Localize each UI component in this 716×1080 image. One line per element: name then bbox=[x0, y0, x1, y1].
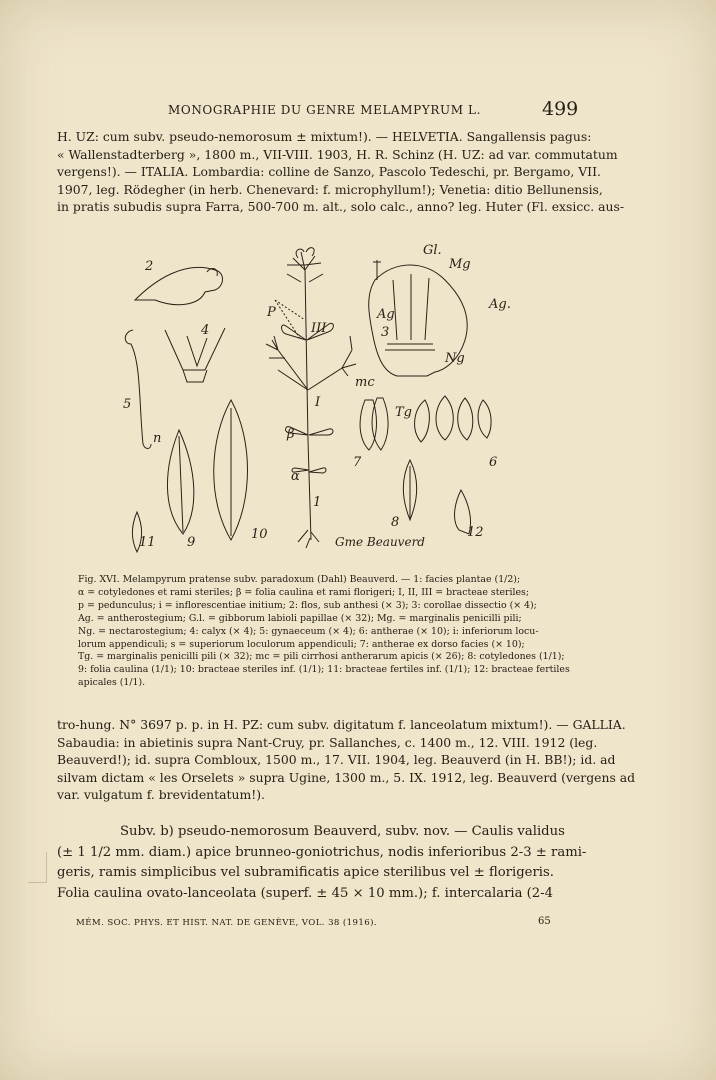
figure-label: mc bbox=[355, 375, 375, 390]
figure-label: 6 bbox=[489, 455, 498, 470]
caption-line: 9: folia caulina (1/1); 10: bracteae steriles inf. (1/1); 11: bracteae fertiles inf. (1/1); 12: bracteae fertiles bbox=[78, 664, 570, 676]
figure-label: I bbox=[315, 395, 321, 410]
caption-line: Tg. = marginalis penicilli pili (× 32); mc = pili cirrhosi antherarum apicis (× 26); 8: cotyledones (1/1); bbox=[78, 651, 565, 663]
journal-footer: MÉM. SOC. PHYS. ET HIST. NAT. DE GENÈVE, VOL. 38 (1916). bbox=[76, 918, 378, 928]
figure-label: Ag bbox=[377, 307, 395, 322]
text-line: Beauverd!); id. supra Combloux, 1500 m., 17. VII. 1904, leg. Beauverd (in H. BB!); id. ad bbox=[57, 752, 616, 768]
figure-drawing bbox=[115, 240, 515, 560]
text-line: H. UZ: cum subv. pseudo-nemorosum ± mixtum!). — HELVETIA. Sangallensis pagus: bbox=[57, 129, 592, 144]
sheet-number: 65 bbox=[538, 916, 551, 927]
margin-mark bbox=[28, 852, 47, 883]
figure-label: Ng bbox=[445, 351, 465, 366]
figure-label: 5 bbox=[123, 397, 132, 412]
caption-line: Ag. = antherostegium; G.l. = gibborum labioli papillae (× 32); Mg. = marginalis penicilli pili; bbox=[78, 612, 522, 624]
text-line: silvam dictam « les Orselets » supra Ugine, 1300 m., 5. IX. 1912, leg. Beauverd (vergens ad bbox=[57, 769, 636, 785]
figure-label: P bbox=[267, 305, 276, 320]
text-line: Subv. b) pseudo-nemorosum Beauverd, subv. nov. — Caulis validus bbox=[120, 824, 565, 839]
running-title: MONOGRAPHIE DU GENRE MELAMPYRUM L. bbox=[168, 103, 482, 117]
page-number: 499 bbox=[542, 98, 579, 120]
caption-line: lorum appendiculi; s = superiorum loculorum appendiculi; 7: antherae ex dorso facies (× 10); bbox=[78, 638, 525, 650]
artist-signature: Gme Beauverd bbox=[335, 535, 425, 549]
text-line: geris, ramis simplicibus vel subramificatis apice sterilibus vel ± florigeris. bbox=[57, 865, 554, 881]
figure-label: III bbox=[311, 321, 327, 336]
text-line: 1907, leg. Rödegher (in herb. Chenevard: f. microphyllum!); Venetia: ditio Bellunensis, bbox=[57, 181, 603, 197]
cotyledon-drawing bbox=[403, 460, 417, 520]
figure-label: 8 bbox=[391, 515, 400, 530]
paragraph-middle bbox=[57, 716, 636, 804]
caption-line: Ng. = nectarostegium; 4: calyx (× 4); 5: gynaeceum (× 4); 6: antherae (× 10); i: inferiorum locu- bbox=[78, 625, 539, 637]
paragraph-top bbox=[57, 128, 625, 216]
figure-label: Gl. bbox=[423, 243, 442, 258]
calyx-drawing bbox=[165, 328, 225, 382]
text-line: tro-hung. N° 3697 p. p. in H. PZ: cum subv. digitatum f. lanceolatum mixtum!). — GALLIA. bbox=[57, 717, 626, 732]
figure-label: 1 bbox=[313, 495, 322, 510]
figure-label: n bbox=[153, 431, 162, 446]
figure-label: 2 bbox=[145, 259, 154, 274]
botanical-figure bbox=[115, 240, 515, 560]
text-line: vergens!). — ITALIA. Lombardia: colline de Sanzo, Pascolo Tedeschi, pr. Bergamo, VII. bbox=[57, 164, 601, 180]
figure-label: 4 bbox=[201, 323, 210, 338]
figure-label: 3 bbox=[381, 325, 390, 340]
leaf-drawing bbox=[167, 430, 193, 534]
paragraph-bottom bbox=[57, 822, 587, 904]
figure-label: α bbox=[291, 469, 300, 484]
figure-label: 12 bbox=[467, 525, 484, 540]
figure-label: Tg bbox=[395, 405, 412, 420]
caption-line: α = cotyledones et rami steriles; β = folia caulina et rami florigeri; I, II, III = bracteae steriles; bbox=[78, 586, 530, 598]
figure-label: Mg bbox=[449, 257, 471, 272]
caption-line: p = pedunculus; i = inflorescentiae initium; 2: flos, sub anthesi (× 3); 3: corollae dissectio (× 4); bbox=[78, 599, 537, 611]
text-line: var. vulgatum f. brevidentatum!). bbox=[57, 787, 265, 803]
text-line: in pratis subudis supra Farra, 500-700 m. alt., solo calc., anno? leg. Huter (Fl. exsicc. aus- bbox=[57, 199, 625, 215]
caption-line: apicales (1/1). bbox=[78, 677, 146, 689]
text-line: Sabaudia: in abietinis supra Nant-Cruy, pr. Sallanches, c. 1400 m., 12. VIII. 1912 (leg. bbox=[57, 734, 598, 750]
figure-label: 11 bbox=[139, 535, 156, 550]
text-line: (± 1 1/2 mm. diam.) apice brunneo-goniotrichus, nodis inferioribus 2-3 ± rami- bbox=[57, 844, 587, 860]
caption-line: Fig. XVI. Melampyrum pratense subv. paradoxum (Dahl) Beauverd. — 1: facies plantae (1/2); bbox=[78, 574, 521, 585]
gynaeceum-drawing bbox=[125, 330, 151, 449]
figure-label: Ag. bbox=[489, 297, 511, 312]
plant-habit-drawing bbox=[266, 248, 356, 548]
figure-caption bbox=[78, 574, 576, 690]
figure-label: 10 bbox=[251, 527, 268, 542]
figure-label: 7 bbox=[353, 455, 362, 470]
figure-label: β bbox=[287, 427, 295, 442]
figure-label: 9 bbox=[187, 535, 196, 550]
text-line: « Wallenstadterberg », 1800 m., VII-VIII. 1903, H. R. Schinz (H. UZ: ad var. commutatum bbox=[57, 146, 618, 162]
anther-drawing bbox=[360, 398, 388, 450]
text-line: Folia caulina ovato-lanceolata (superf. ± 45 × 10 mm.); f. intercalaria (2-4 bbox=[57, 885, 554, 901]
